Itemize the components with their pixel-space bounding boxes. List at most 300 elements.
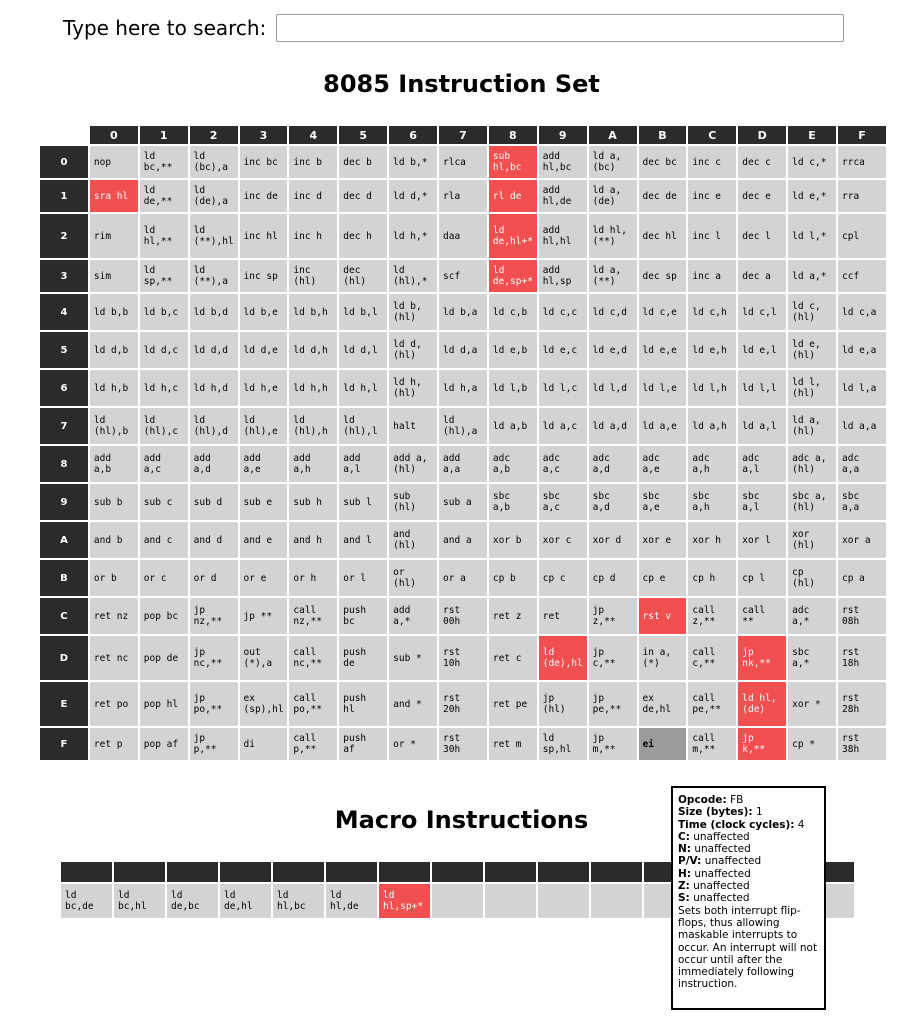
opcode-cell[interactable]: ld d,(hl) <box>389 332 437 368</box>
opcode-cell[interactable]: pop bc <box>140 598 188 634</box>
opcode-cell[interactable]: rst 08h <box>838 598 886 634</box>
opcode-cell[interactable]: ld c,h <box>688 294 736 330</box>
opcode-cell[interactable]: inc bc <box>240 146 288 178</box>
opcode-cell[interactable]: adc a,* <box>788 598 836 634</box>
opcode-row <box>40 332 886 368</box>
opcode-cell[interactable]: xor (hl) <box>788 522 836 558</box>
opcode-cell[interactable]: call c,** <box>688 636 736 680</box>
opcode-cell[interactable]: dec bc <box>639 146 687 178</box>
opcode-cell[interactable]: cp h <box>688 560 736 596</box>
opcode-cell[interactable]: rra <box>838 180 886 212</box>
opcode-cell[interactable]: xor e <box>639 522 687 558</box>
opcode-cell[interactable]: ld b,* <box>389 146 437 178</box>
opcode-cell[interactable]: rst 18h <box>838 636 886 680</box>
opcode-cell[interactable]: cp * <box>788 728 836 760</box>
opcode-cell[interactable]: dec de <box>639 180 687 212</box>
opcode-cell[interactable]: ld l,e <box>639 370 687 406</box>
opcode-cell[interactable]: and e <box>240 522 288 558</box>
opcode-cell[interactable]: xor * <box>788 682 836 726</box>
opcode-cell[interactable]: daa <box>439 214 487 258</box>
opcode-cell[interactable]: call z,** <box>688 598 736 634</box>
macro-cell[interactable] <box>485 884 536 918</box>
opcode-cell[interactable]: add a,(hl) <box>389 446 437 482</box>
opcode-cell[interactable]: or l <box>339 560 387 596</box>
opcode-cell[interactable]: ld c,b <box>489 294 537 330</box>
opcode-cell[interactable]: sub c <box>140 484 188 520</box>
opcode-cell[interactable]: jp (hl) <box>539 682 587 726</box>
opcode-cell[interactable]: ld (de),hl <box>539 636 587 680</box>
opcode-cell[interactable]: ld sp,hl <box>539 728 587 760</box>
opcode-cell[interactable]: ld (hl),d <box>190 408 238 444</box>
opcode-cell[interactable]: and d <box>190 522 238 558</box>
opcode-row <box>40 294 886 330</box>
opcode-cell[interactable]: ret c <box>489 636 537 680</box>
opcode-cell[interactable]: ld c,c <box>539 294 587 330</box>
opcode-cell[interactable]: sub * <box>389 636 437 680</box>
opcode-cell[interactable]: ex (sp),hl <box>240 682 288 726</box>
opcode-cell[interactable]: xor c <box>539 522 587 558</box>
opcode-cell[interactable]: ret <box>539 598 587 634</box>
column-header: F <box>838 126 886 144</box>
opcode-cell[interactable]: add hl,hl <box>539 214 587 258</box>
opcode-cell[interactable]: jp p,** <box>190 728 238 760</box>
opcode-cell[interactable]: sbc a,l <box>738 484 786 520</box>
opcode-cell[interactable]: inc de <box>240 180 288 212</box>
opcode-cell[interactable]: rst 38h <box>838 728 886 760</box>
opcode-cell[interactable]: ld e,(hl) <box>788 332 836 368</box>
opcode-cell[interactable]: xor a <box>838 522 886 558</box>
column-header: D <box>738 126 786 144</box>
macro-column-header <box>220 862 271 882</box>
opcode-cell[interactable]: sbc a,* <box>788 636 836 680</box>
opcode-cell[interactable]: add a,d <box>190 446 238 482</box>
opcode-cell[interactable]: cp b <box>489 560 537 596</box>
opcode-cell[interactable]: ld (de),a <box>190 180 238 212</box>
search-input[interactable] <box>276 14 844 42</box>
opcode-cell[interactable]: ld l,b <box>489 370 537 406</box>
opcode-cell[interactable]: jp po,** <box>190 682 238 726</box>
opcode-cell[interactable]: rst 10h <box>439 636 487 680</box>
opcode-cell[interactable]: ld l,h <box>688 370 736 406</box>
opcode-cell[interactable]: sub e <box>240 484 288 520</box>
opcode-cell[interactable]: cp l <box>738 560 786 596</box>
opcode-cell[interactable]: add a,l <box>339 446 387 482</box>
opcode-cell[interactable]: call ** <box>738 598 786 634</box>
opcode-cell[interactable]: adc a,a <box>838 446 886 482</box>
opcode-cell[interactable]: sub hl,bc <box>489 146 537 178</box>
opcode-cell[interactable]: ld e,h <box>688 332 736 368</box>
opcode-cell[interactable]: xor l <box>738 522 786 558</box>
opcode-cell[interactable]: ld d,c <box>140 332 188 368</box>
opcode-cell[interactable]: ld a,e <box>639 408 687 444</box>
opcode-cell[interactable]: or d <box>190 560 238 596</box>
opcode-cell[interactable]: ld sp,** <box>140 260 188 292</box>
opcode-cell[interactable]: ld b,l <box>339 294 387 330</box>
opcode-cell[interactable]: push af <box>339 728 387 760</box>
opcode-cell[interactable]: ld l,d <box>589 370 637 406</box>
tooltip-flag-z: Z: unaffected <box>678 880 750 893</box>
opcode-cell[interactable]: cp a <box>838 560 886 596</box>
opcode-cell[interactable]: adc a,l <box>738 446 786 482</box>
opcode-cell[interactable]: ld b,(hl) <box>389 294 437 330</box>
opcode-cell[interactable]: push de <box>339 636 387 680</box>
opcode-cell[interactable]: sbc a,d <box>589 484 637 520</box>
opcode-cell[interactable]: rst v <box>639 598 687 634</box>
opcode-cell[interactable]: dec sp <box>639 260 687 292</box>
opcode-cell[interactable]: inc (hl) <box>289 260 337 292</box>
opcode-cell[interactable]: ld e,l <box>738 332 786 368</box>
opcode-cell[interactable]: and (hl) <box>389 522 437 558</box>
opcode-cell[interactable]: and b <box>90 522 138 558</box>
opcode-cell[interactable]: inc a <box>688 260 736 292</box>
macro-cell[interactable]: ld hl,sp+* <box>379 884 430 918</box>
tooltip-flag-s: S: unaffected <box>678 892 750 905</box>
opcode-cell[interactable]: ld h,a <box>439 370 487 406</box>
opcode-cell[interactable]: ld a,d <box>589 408 637 444</box>
opcode-cell[interactable]: sub a <box>439 484 487 520</box>
opcode-row <box>40 728 886 760</box>
opcode-cell[interactable]: inc l <box>688 214 736 258</box>
opcode-cell[interactable]: pop de <box>140 636 188 680</box>
opcode-cell[interactable]: ld c,e <box>639 294 687 330</box>
opcode-cell[interactable]: or * <box>389 728 437 760</box>
opcode-cell[interactable]: ld e,b <box>489 332 537 368</box>
opcode-cell[interactable]: ld (**),a <box>190 260 238 292</box>
macro-column-header <box>114 862 165 882</box>
row-header: E <box>40 682 88 726</box>
opcode-cell[interactable]: cp d <box>589 560 637 596</box>
opcode-cell[interactable]: ld hl,(de) <box>738 682 786 726</box>
opcode-cell[interactable]: out (*),a <box>240 636 288 680</box>
opcode-cell[interactable]: jp ** <box>240 598 288 634</box>
opcode-cell[interactable]: sub h <box>289 484 337 520</box>
opcode-cell[interactable]: ld a,(hl) <box>788 408 836 444</box>
opcode-cell[interactable]: adc a,(hl) <box>788 446 836 482</box>
opcode-cell[interactable]: call po,** <box>289 682 337 726</box>
opcode-cell[interactable]: ld h,d <box>190 370 238 406</box>
opcode-cell[interactable]: jp nz,** <box>190 598 238 634</box>
opcode-cell[interactable]: cp (hl) <box>788 560 836 596</box>
opcode-cell[interactable]: sbc a,b <box>489 484 537 520</box>
opcode-cell[interactable]: call nz,** <box>289 598 337 634</box>
opcode-cell[interactable]: ld a,h <box>688 408 736 444</box>
opcode-row <box>40 560 886 596</box>
opcode-cell[interactable]: ld a,* <box>788 260 836 292</box>
opcode-cell[interactable]: scf <box>439 260 487 292</box>
opcode-cell[interactable]: ld e,* <box>788 180 836 212</box>
opcode-cell[interactable]: sbc a,h <box>688 484 736 520</box>
opcode-cell[interactable]: ld h,* <box>389 214 437 258</box>
opcode-cell[interactable]: ld e,e <box>639 332 687 368</box>
opcode-cell[interactable]: add hl,bc <box>539 146 587 178</box>
opcode-cell[interactable]: call p,** <box>289 728 337 760</box>
opcode-cell[interactable]: ld d,d <box>190 332 238 368</box>
opcode-cell[interactable]: jp pe,** <box>589 682 637 726</box>
opcode-cell[interactable]: or a <box>439 560 487 596</box>
opcode-cell[interactable]: ld b,h <box>289 294 337 330</box>
opcode-cell[interactable]: sbc a,a <box>838 484 886 520</box>
opcode-cell[interactable]: inc hl <box>240 214 288 258</box>
opcode-cell[interactable]: ld l,* <box>788 214 836 258</box>
opcode-cell[interactable]: or h <box>289 560 337 596</box>
opcode-cell[interactable]: add a,* <box>389 598 437 634</box>
column-header: 2 <box>190 126 238 144</box>
opcode-cell[interactable]: ld c,a <box>838 294 886 330</box>
opcode-row <box>40 598 886 634</box>
opcode-cell[interactable]: ld (hl),c <box>140 408 188 444</box>
opcode-cell[interactable]: add a,h <box>289 446 337 482</box>
opcode-cell[interactable]: ei <box>639 728 687 760</box>
row-header: 0 <box>40 146 88 178</box>
macro-cell[interactable] <box>432 884 483 918</box>
opcode-cell[interactable]: ld b,d <box>190 294 238 330</box>
row-header: D <box>40 636 88 680</box>
opcode-cell[interactable]: dec c <box>738 146 786 178</box>
opcode-cell[interactable]: sub d <box>190 484 238 520</box>
opcode-cell[interactable]: adc a,c <box>539 446 587 482</box>
opcode-row <box>40 636 886 680</box>
opcode-cell[interactable]: sim <box>90 260 138 292</box>
opcode-cell[interactable]: ld h,c <box>140 370 188 406</box>
opcode-cell[interactable]: rrca <box>838 146 886 178</box>
opcode-cell[interactable]: ld l,c <box>539 370 587 406</box>
opcode-cell[interactable]: jp nk,** <box>738 636 786 680</box>
macro-cell[interactable]: ld hl,de <box>326 884 377 918</box>
table-corner <box>40 126 88 144</box>
opcode-cell[interactable]: ld (hl),l <box>339 408 387 444</box>
opcode-cell[interactable]: rlca <box>439 146 487 178</box>
opcode-cell[interactable]: ld l,l <box>738 370 786 406</box>
opcode-cell[interactable]: push bc <box>339 598 387 634</box>
opcode-cell[interactable]: add a,c <box>140 446 188 482</box>
opcode-cell[interactable]: ld a,(bc) <box>589 146 637 178</box>
opcode-cell[interactable]: ex de,hl <box>639 682 687 726</box>
opcode-cell[interactable]: pop af <box>140 728 188 760</box>
opcode-cell[interactable]: dec a <box>738 260 786 292</box>
macro-cell[interactable]: ld de,hl <box>220 884 271 918</box>
row-header: F <box>40 728 88 760</box>
opcode-cell[interactable]: dec l <box>738 214 786 258</box>
opcode-cell[interactable]: inc e <box>688 180 736 212</box>
opcode-cell[interactable]: ret z <box>489 598 537 634</box>
opcode-cell[interactable]: adc a,b <box>489 446 537 482</box>
opcode-cell[interactable]: ld a,(de) <box>589 180 637 212</box>
opcode-cell[interactable]: ld a,a <box>838 408 886 444</box>
opcode-cell[interactable]: ld de,** <box>140 180 188 212</box>
opcode-cell[interactable]: ld e,a <box>838 332 886 368</box>
opcode-cell[interactable]: dec h <box>339 214 387 258</box>
opcode-cell[interactable]: add a,e <box>240 446 288 482</box>
opcode-cell[interactable]: rst 20h <box>439 682 487 726</box>
opcode-cell[interactable]: ld e,c <box>539 332 587 368</box>
opcode-cell[interactable]: adc a,e <box>639 446 687 482</box>
opcode-cell[interactable]: ld a,(**) <box>589 260 637 292</box>
opcode-cell[interactable]: ld (hl),h <box>289 408 337 444</box>
opcode-cell[interactable]: nop <box>90 146 138 178</box>
macro-cell[interactable]: ld bc,de <box>61 884 112 918</box>
opcode-cell[interactable]: ret nz <box>90 598 138 634</box>
macro-cell[interactable] <box>538 884 589 918</box>
opcode-cell[interactable]: ret nc <box>90 636 138 680</box>
opcode-cell[interactable]: dec b <box>339 146 387 178</box>
opcode-cell[interactable]: or e <box>240 560 288 596</box>
opcode-cell[interactable]: rim <box>90 214 138 258</box>
opcode-cell[interactable]: call nc,** <box>289 636 337 680</box>
opcode-cell[interactable]: cp c <box>539 560 587 596</box>
macro-cell[interactable] <box>591 884 642 918</box>
opcode-cell[interactable]: ld a,c <box>539 408 587 444</box>
opcode-cell[interactable]: jp z,** <box>589 598 637 634</box>
tooltip-flag-pv: P/V: unaffected <box>678 855 762 868</box>
opcode-cell[interactable]: ld a,b <box>489 408 537 444</box>
opcode-cell[interactable]: add a,b <box>90 446 138 482</box>
opcode-cell[interactable]: sbc a,(hl) <box>788 484 836 520</box>
row-header: 8 <box>40 446 88 482</box>
opcode-cell[interactable]: ret m <box>489 728 537 760</box>
opcode-cell[interactable]: ld d,h <box>289 332 337 368</box>
opcode-cell[interactable]: ret pe <box>489 682 537 726</box>
opcode-cell[interactable]: or c <box>140 560 188 596</box>
opcode-cell[interactable]: cpl <box>838 214 886 258</box>
opcode-cell[interactable]: ld bc,** <box>140 146 188 178</box>
opcode-cell[interactable]: add hl,sp <box>539 260 587 292</box>
opcode-cell[interactable]: jp k,** <box>738 728 786 760</box>
opcode-cell[interactable]: dec (hl) <box>339 260 387 292</box>
opcode-cell[interactable]: ld a,l <box>738 408 786 444</box>
column-header: 4 <box>289 126 337 144</box>
opcode-cell[interactable]: call m,** <box>688 728 736 760</box>
opcode-cell[interactable]: ld l,a <box>838 370 886 406</box>
opcode-cell[interactable]: sub (hl) <box>389 484 437 520</box>
opcode-row <box>40 682 886 726</box>
macro-cell[interactable]: ld hl,bc <box>273 884 324 918</box>
opcode-cell[interactable]: ld (bc),a <box>190 146 238 178</box>
opcode-cell[interactable]: in a,(*) <box>639 636 687 680</box>
opcode-cell[interactable]: jp c,** <box>589 636 637 680</box>
column-header: 9 <box>539 126 587 144</box>
opcode-cell[interactable]: sub l <box>339 484 387 520</box>
opcode-cell[interactable]: cp e <box>639 560 687 596</box>
opcode-cell[interactable]: sbc a,e <box>639 484 687 520</box>
opcode-cell[interactable]: or b <box>90 560 138 596</box>
opcode-cell[interactable]: inc c <box>688 146 736 178</box>
macro-cell[interactable]: ld de,bc <box>167 884 218 918</box>
opcode-cell[interactable]: inc h <box>289 214 337 258</box>
opcode-cell[interactable]: xor d <box>589 522 637 558</box>
opcode-cell[interactable]: ld h,l <box>339 370 387 406</box>
opcode-cell[interactable]: rst 00h <box>439 598 487 634</box>
opcode-cell[interactable]: ld d,b <box>90 332 138 368</box>
opcode-cell[interactable]: ld h,(hl) <box>389 370 437 406</box>
opcode-cell[interactable]: ld hl,(**) <box>589 214 637 258</box>
opcode-cell[interactable]: ld de,hl+* <box>489 214 537 258</box>
tooltip-flag-n: N: unaffected <box>678 843 751 856</box>
opcode-cell[interactable]: ld (hl),* <box>389 260 437 292</box>
opcode-cell[interactable]: ld (hl),e <box>240 408 288 444</box>
opcode-cell[interactable]: ret p <box>90 728 138 760</box>
opcode-cell[interactable]: adc a,h <box>688 446 736 482</box>
page-title: 8085 Instruction Set <box>323 70 600 98</box>
row-header: A <box>40 522 88 558</box>
opcode-cell[interactable]: xor b <box>489 522 537 558</box>
opcode-cell[interactable]: sra hl <box>90 180 138 212</box>
opcode-cell[interactable]: ld c,(hl) <box>788 294 836 330</box>
opcode-cell[interactable]: ld d,* <box>389 180 437 212</box>
opcode-cell[interactable]: pop hl <box>140 682 188 726</box>
opcode-cell[interactable]: sbc a,c <box>539 484 587 520</box>
opcode-cell[interactable]: ld h,b <box>90 370 138 406</box>
opcode-cell[interactable]: sub b <box>90 484 138 520</box>
opcode-cell[interactable]: add a,a <box>439 446 487 482</box>
opcode-cell[interactable]: ld c,* <box>788 146 836 178</box>
opcode-cell[interactable]: push hl <box>339 682 387 726</box>
opcode-cell[interactable]: and h <box>289 522 337 558</box>
opcode-cell[interactable]: xor h <box>688 522 736 558</box>
opcode-cell[interactable]: jp nc,** <box>190 636 238 680</box>
macro-column-header <box>273 862 324 882</box>
tooltip-flag-h: H: unaffected <box>678 867 751 880</box>
opcode-cell[interactable]: rl de <box>489 180 537 212</box>
opcode-cell[interactable]: ld d,l <box>339 332 387 368</box>
opcode-cell[interactable]: ld d,e <box>240 332 288 368</box>
opcode-cell[interactable]: ld (hl),b <box>90 408 138 444</box>
opcode-cell[interactable]: halt <box>389 408 437 444</box>
opcode-cell[interactable]: ld l,(hl) <box>788 370 836 406</box>
opcode-cell[interactable]: ret po <box>90 682 138 726</box>
opcode-cell[interactable]: ld b,b <box>90 294 138 330</box>
opcode-cell[interactable]: call pe,** <box>688 682 736 726</box>
instruction-tooltip <box>671 786 826 1010</box>
opcode-cell[interactable]: adc a,d <box>589 446 637 482</box>
opcode-cell[interactable]: inc d <box>289 180 337 212</box>
opcode-cell[interactable]: ld hl,** <box>140 214 188 258</box>
opcode-cell[interactable]: ld c,l <box>738 294 786 330</box>
row-header: 5 <box>40 332 88 368</box>
opcode-cell[interactable]: dec e <box>738 180 786 212</box>
opcode-cell[interactable]: and a <box>439 522 487 558</box>
opcode-cell[interactable]: di <box>240 728 288 760</box>
opcode-cell[interactable]: ld e,d <box>589 332 637 368</box>
opcode-cell[interactable]: ld (hl),a <box>439 408 487 444</box>
opcode-cell[interactable]: ld d,a <box>439 332 487 368</box>
opcode-cell[interactable]: jp m,** <box>589 728 637 760</box>
column-header: 7 <box>439 126 487 144</box>
opcode-cell[interactable]: rst 30h <box>439 728 487 760</box>
opcode-cell[interactable]: ld b,c <box>140 294 188 330</box>
opcode-cell[interactable]: add hl,de <box>539 180 587 212</box>
opcode-cell[interactable]: and * <box>389 682 437 726</box>
opcode-cell[interactable]: ld h,e <box>240 370 288 406</box>
opcode-cell[interactable]: ld h,h <box>289 370 337 406</box>
opcode-cell[interactable]: inc b <box>289 146 337 178</box>
opcode-cell[interactable]: and l <box>339 522 387 558</box>
opcode-cell[interactable]: rst 28h <box>838 682 886 726</box>
opcode-cell[interactable]: dec d <box>339 180 387 212</box>
opcode-cell[interactable]: and c <box>140 522 188 558</box>
macro-cell[interactable]: ld bc,hl <box>114 884 165 918</box>
opcode-cell[interactable]: or (hl) <box>389 560 437 596</box>
opcode-cell[interactable]: ld b,a <box>439 294 487 330</box>
opcode-cell[interactable]: ld c,d <box>589 294 637 330</box>
opcode-cell[interactable]: ccf <box>838 260 886 292</box>
opcode-cell[interactable]: ld de,sp+* <box>489 260 537 292</box>
opcode-cell[interactable]: rla <box>439 180 487 212</box>
opcode-cell[interactable]: ld (**),hl <box>190 214 238 258</box>
opcode-cell[interactable]: dec hl <box>639 214 687 258</box>
opcode-cell[interactable]: inc sp <box>240 260 288 292</box>
opcode-cell[interactable]: ld b,e <box>240 294 288 330</box>
row-header: 9 <box>40 484 88 520</box>
